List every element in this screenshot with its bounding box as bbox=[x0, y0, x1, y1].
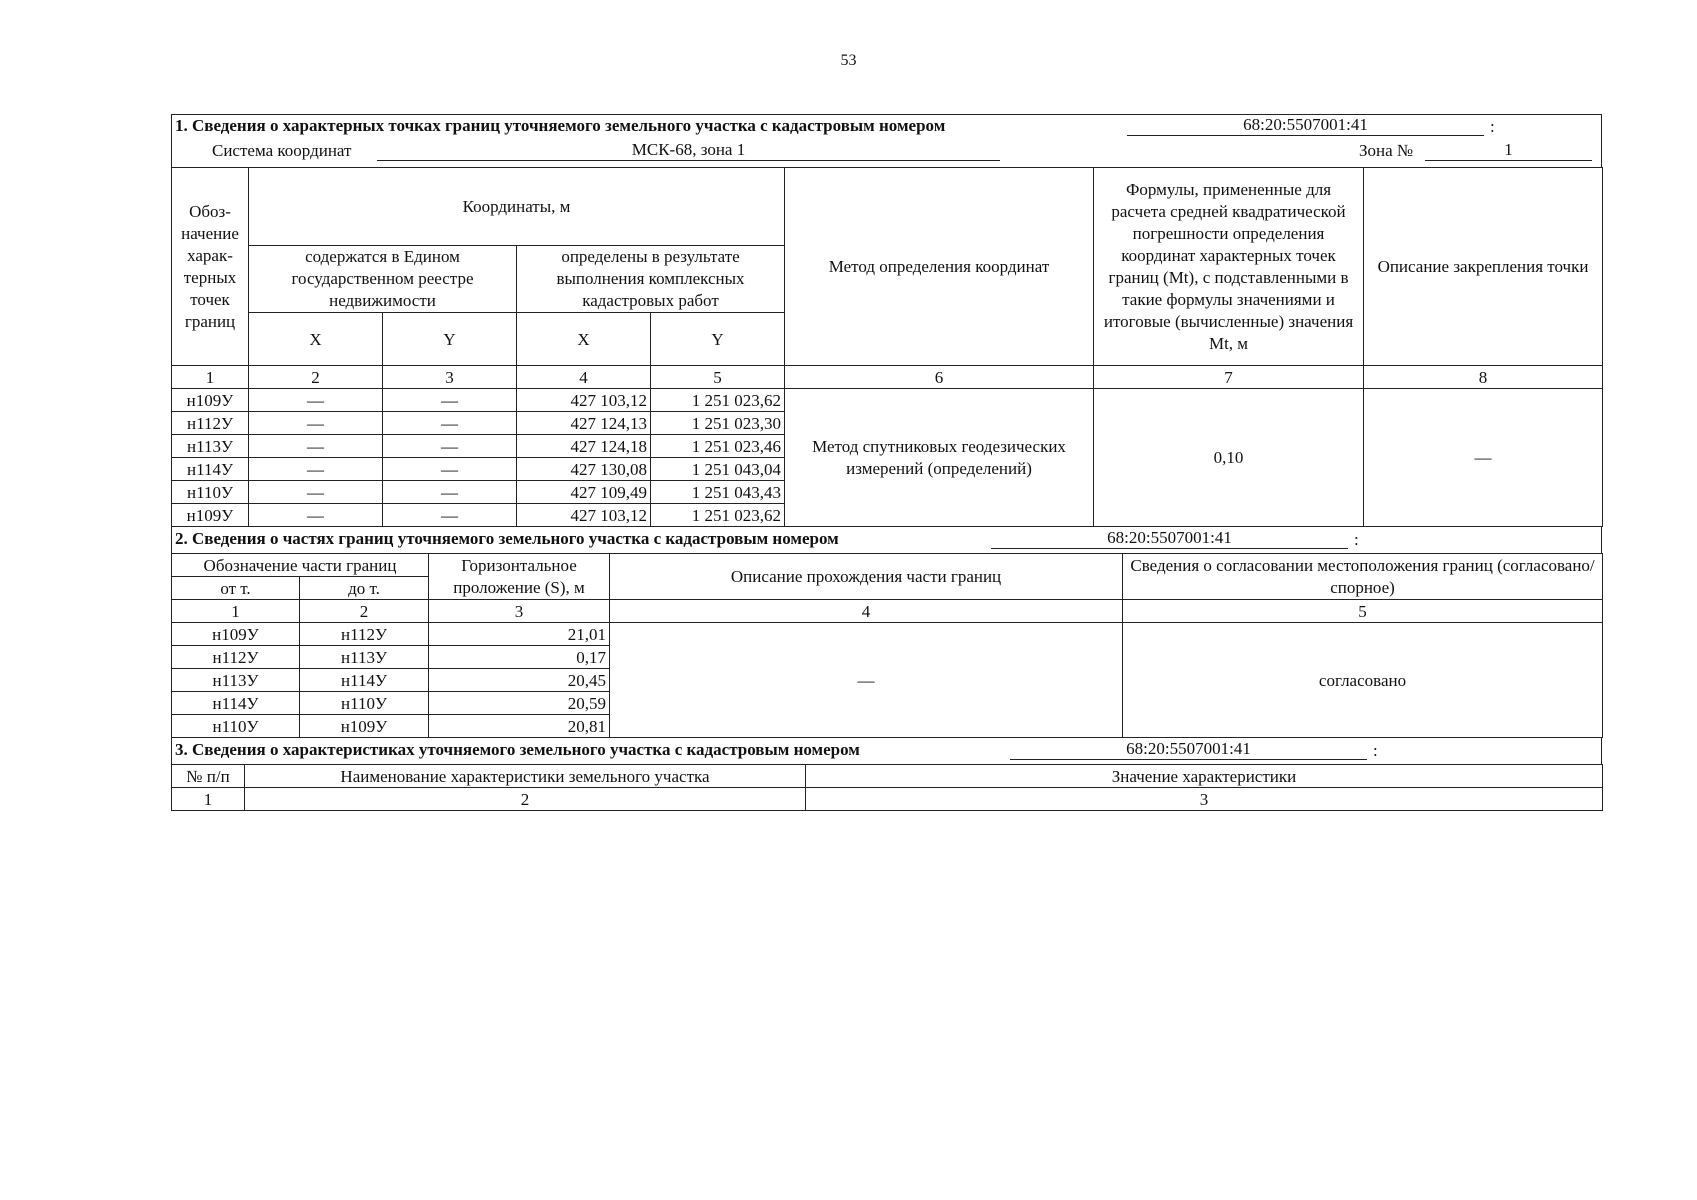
part-length: 20,59 bbox=[429, 692, 610, 715]
part-from: н109У bbox=[172, 623, 300, 646]
column-numbers-row bbox=[172, 788, 1603, 811]
coord-system-value: МСК-68, зона 1 bbox=[377, 140, 1000, 161]
part-to: н110У bbox=[300, 692, 429, 715]
section2-cadastral-number: 68:20:5507001:41 bbox=[991, 528, 1348, 549]
col-number: 2 bbox=[249, 366, 383, 389]
section3-header bbox=[171, 738, 1602, 764]
cadastral-document bbox=[171, 114, 1602, 811]
parts-table bbox=[171, 553, 1603, 738]
col-number: 7 bbox=[1094, 366, 1364, 389]
header-description: Описание прохождения части границ bbox=[610, 554, 1123, 600]
header-egrn: содержатся в Едином государственном реестре недвижимости bbox=[249, 246, 517, 313]
col-number: 6 bbox=[785, 366, 1094, 389]
header-char-name: Наименование характеристики земельного участка bbox=[245, 765, 806, 788]
part-length: 21,01 bbox=[429, 623, 610, 646]
col-number: 1 bbox=[172, 600, 300, 623]
point-name: н109У bbox=[172, 504, 249, 527]
point-x-egrn: — bbox=[249, 504, 383, 527]
header-x1: X bbox=[249, 313, 383, 366]
header-complex: определены в результате выполнения комплексных кадастровых работ bbox=[517, 246, 785, 313]
point-name: н112У bbox=[172, 412, 249, 435]
part-to: н109У bbox=[300, 715, 429, 738]
header-coordinates: Координаты, м bbox=[249, 168, 785, 246]
col-number: 4 bbox=[517, 366, 651, 389]
point-x: 427 130,08 bbox=[517, 458, 651, 481]
section1-colon: : bbox=[1490, 117, 1495, 136]
header-length: Горизонтальное проложение (S), м bbox=[429, 554, 610, 600]
header-formulas: Формулы, примененные для расчета средней квадратической погрешности определения координат характерных точек границ (Mt), с подставленными в такие формулы значениями и итоговые (вычисленные) значения Mt, м bbox=[1094, 168, 1364, 366]
point-x-egrn: — bbox=[249, 412, 383, 435]
point-name: н113У bbox=[172, 435, 249, 458]
part-to: н112У bbox=[300, 623, 429, 646]
point-x-egrn: — bbox=[249, 435, 383, 458]
part-from: н110У bbox=[172, 715, 300, 738]
col-number: 5 bbox=[1123, 600, 1603, 623]
section2-title: 2. Сведения о частях границ уточняемого земельного участка с кадастровым номером bbox=[175, 529, 839, 548]
point-x: 427 124,13 bbox=[517, 412, 651, 435]
point-x: 427 103,12 bbox=[517, 504, 651, 527]
part-from: н114У bbox=[172, 692, 300, 715]
header-designation: Обоз-начение харак-терных точек границ bbox=[172, 168, 249, 366]
col-number: 3 bbox=[806, 788, 1603, 811]
zone-label: Зона № bbox=[1359, 141, 1414, 160]
table-row bbox=[172, 623, 1603, 646]
part-to: н114У bbox=[300, 669, 429, 692]
point-y: 1 251 023,62 bbox=[651, 504, 785, 527]
point-y: 1 251 043,04 bbox=[651, 458, 785, 481]
page-number: 53 bbox=[840, 52, 857, 69]
zone-value: 1 bbox=[1425, 140, 1592, 161]
point-name: н109У bbox=[172, 389, 249, 412]
point-x: 427 109,49 bbox=[517, 481, 651, 504]
col-number: 4 bbox=[610, 600, 1123, 623]
header-to: до т. bbox=[300, 577, 429, 600]
col-number: 2 bbox=[300, 600, 429, 623]
part-from: н113У bbox=[172, 669, 300, 692]
coord-system-label: Система координат bbox=[212, 141, 352, 160]
header-agreement: Сведения о согласовании местоположения границ (согласовано/спорное) bbox=[1123, 554, 1603, 600]
section1-cadastral-number: 68:20:5507001:41 bbox=[1127, 115, 1484, 136]
column-numbers-row bbox=[172, 600, 1603, 623]
point-y: 1 251 023,62 bbox=[651, 389, 785, 412]
col-number: 8 bbox=[1364, 366, 1603, 389]
header-char-value: Значение характеристики bbox=[806, 765, 1603, 788]
point-y: 1 251 023,30 bbox=[651, 412, 785, 435]
point-x-egrn: — bbox=[249, 458, 383, 481]
header-method: Метод определения координат bbox=[785, 168, 1094, 366]
col-number: 5 bbox=[651, 366, 785, 389]
point-name: н110У bbox=[172, 481, 249, 504]
table-row bbox=[172, 389, 1603, 412]
part-from: н112У bbox=[172, 646, 300, 669]
point-y-egrn: — bbox=[383, 435, 517, 458]
header-num: № п/п bbox=[172, 765, 245, 788]
agreement-value: согласовано bbox=[1123, 623, 1603, 738]
fixing-value: — bbox=[1364, 389, 1603, 527]
header-y1: Y bbox=[383, 313, 517, 366]
point-y-egrn: — bbox=[383, 481, 517, 504]
column-numbers-row bbox=[172, 366, 1603, 389]
point-y-egrn: — bbox=[383, 389, 517, 412]
points-table bbox=[171, 167, 1603, 527]
description-value: — bbox=[610, 623, 1123, 738]
mt-value: 0,10 bbox=[1094, 389, 1364, 527]
col-number: 3 bbox=[383, 366, 517, 389]
point-y-egrn: — bbox=[383, 458, 517, 481]
point-y-egrn: — bbox=[383, 504, 517, 527]
section1-title: 1. Сведения о характерных точках границ уточняемого земельного участка с кадастровым номером bbox=[175, 116, 946, 135]
section1-header bbox=[171, 114, 1602, 167]
point-y: 1 251 043,43 bbox=[651, 481, 785, 504]
point-x-egrn: — bbox=[249, 481, 383, 504]
header-y2: Y bbox=[651, 313, 785, 366]
header-part: Обозначение части границ bbox=[172, 554, 429, 577]
part-length: 20,45 bbox=[429, 669, 610, 692]
section3-cadastral-number: 68:20:5507001:41 bbox=[1010, 739, 1367, 760]
header-fixing: Описание закрепления точки bbox=[1364, 168, 1603, 366]
point-x: 427 124,18 bbox=[517, 435, 651, 458]
part-length: 0,17 bbox=[429, 646, 610, 669]
header-from: от т. bbox=[172, 577, 300, 600]
section3-colon: : bbox=[1373, 741, 1378, 760]
col-number: 1 bbox=[172, 788, 245, 811]
section2-colon: : bbox=[1354, 530, 1359, 549]
section3-title: 3. Сведения о характеристиках уточняемого земельного участка с кадастровым номером bbox=[175, 740, 860, 759]
point-y: 1 251 023,46 bbox=[651, 435, 785, 458]
section2-header bbox=[171, 527, 1602, 553]
part-length: 20,81 bbox=[429, 715, 610, 738]
col-number: 1 bbox=[172, 366, 249, 389]
part-to: н113У bbox=[300, 646, 429, 669]
point-name: н114У bbox=[172, 458, 249, 481]
point-x-egrn: — bbox=[249, 389, 383, 412]
method-value: Метод спутниковых геодезических измерений (определений) bbox=[785, 389, 1094, 527]
col-number: 3 bbox=[429, 600, 610, 623]
characteristics-table bbox=[171, 764, 1603, 811]
point-x: 427 103,12 bbox=[517, 389, 651, 412]
header-x2: X bbox=[517, 313, 651, 366]
point-y-egrn: — bbox=[383, 412, 517, 435]
col-number: 2 bbox=[245, 788, 806, 811]
